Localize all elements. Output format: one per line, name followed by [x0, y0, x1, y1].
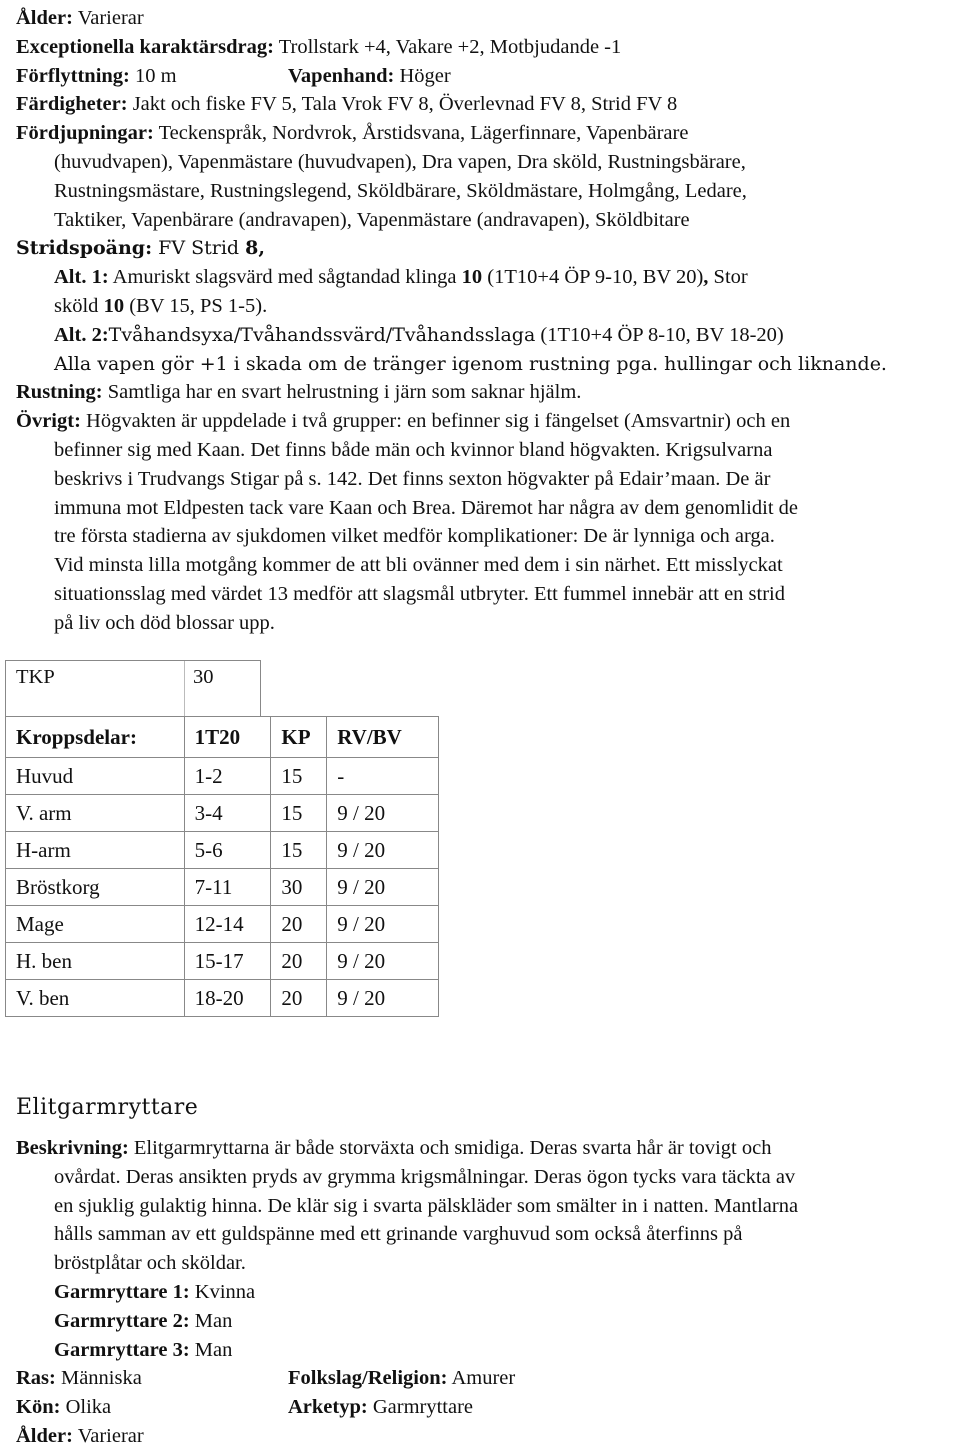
description-text: ovårdat. Deras ansikten pryds av grymma krigsmålningar. Deras ögon tycks vara täckta av — [54, 1165, 796, 1188]
description-text: bröstplåtar och sköldar. — [54, 1252, 246, 1275]
alder-label: Ålder: — [16, 7, 73, 29]
table-cell: Mage — [6, 906, 185, 943]
description-line — [16, 1134, 956, 1163]
table-cell: H-arm — [6, 832, 185, 869]
race-value: Människa — [60, 1367, 142, 1390]
description-text: Elitgarmryttarna är både storväxta och smidiga. Deras svarta hår är tovigt och — [133, 1137, 772, 1159]
alder-line — [16, 4, 956, 33]
alt1-shield: sköld — [54, 294, 99, 317]
alt1-line — [16, 263, 956, 292]
table-row — [6, 980, 439, 1017]
table-row — [6, 869, 439, 906]
age-value: Varierar — [77, 1424, 144, 1447]
alt1-line2 — [16, 292, 956, 321]
gender-line — [16, 1393, 956, 1422]
armor-label: Rustning: — [16, 381, 103, 404]
alt1-rest: (1T10+4 ÖP 9-10, BV 20) — [487, 266, 704, 289]
age-label: Ålder: — [16, 1424, 73, 1447]
description-text: hålls samman av ett guldspänne med ett grinande varghuvud som också återfinns på — [54, 1223, 743, 1246]
alt1-comma: , — [703, 266, 709, 289]
alt2-number: 2: — [91, 323, 109, 346]
rider-line — [16, 1307, 956, 1336]
table-cell: 5-6 — [184, 832, 271, 869]
rider-label: Garmryttare 1: — [54, 1280, 190, 1303]
table-row — [6, 943, 439, 980]
tkp-box — [5, 660, 261, 717]
race-line — [16, 1364, 956, 1393]
description-text: en sjuklig gulaktig hinna. De klär sig i svarta pälskläder som smälter in i natten. Mantlarna — [54, 1194, 799, 1217]
other-text: på liv och död blossar upp. — [54, 611, 275, 634]
combat-points-line — [16, 234, 956, 263]
table-cell: 9 / 20 — [327, 869, 439, 906]
table-header: RV/BV — [327, 717, 439, 758]
other-text: tre första stadierna av sjukdomen vilket medför komplikationer: De är lynniga och arga. — [54, 525, 775, 548]
table-cell: 20 — [271, 906, 327, 943]
skills-value: Jakt och fiske FV 5, Tala Vrok FV 8, Överlevnad FV 8, Strid FV 8 — [132, 93, 678, 116]
gender-label: Kön: — [16, 1396, 61, 1419]
alt2-label: Alt. — [54, 323, 87, 346]
table-header: KP — [271, 717, 327, 758]
tkp-value: 30 — [193, 666, 214, 688]
table-header: Kroppsdelar: — [6, 717, 185, 758]
specializations-text: Rustningsmästare, Rustningslegend, Sköldbärare, Sköldmästare, Holmgång, Ledare, — [54, 179, 747, 202]
exceptional-traits-value: Trollstark +4, Vakare +2, Motbjudande -1 — [278, 35, 622, 58]
table-cell: H. ben — [6, 943, 185, 980]
rider-label: Garmryttare 3: — [54, 1338, 190, 1361]
table-cell: 18-20 — [184, 980, 271, 1017]
table-cell: 20 — [271, 943, 327, 980]
table-row — [6, 758, 439, 795]
alt1-shield-value: 10 — [103, 294, 125, 317]
specializations-text: Teckenspråk, Nordvrok, Årstidsvana, Lägerfinnare, Vapenbärare — [158, 122, 689, 145]
tkp-divider — [184, 661, 185, 717]
table-cell: 7-11 — [184, 869, 271, 906]
table-cell: V. ben — [6, 980, 185, 1017]
rider-value: Kvinna — [194, 1280, 256, 1303]
age-line — [16, 1422, 956, 1451]
table-cell: 9 / 20 — [327, 795, 439, 832]
skills-line — [16, 90, 956, 119]
combat-points-number: 8, — [245, 237, 265, 260]
table-cell: 15-17 — [184, 943, 271, 980]
movement-label: Förflyttning: — [16, 64, 130, 87]
table-cell: - — [327, 758, 439, 795]
other-line — [16, 407, 956, 436]
specializations-label: Fördjupningar: — [16, 122, 154, 145]
other-label: Övrigt: — [16, 410, 81, 433]
stat-block-elite — [16, 1134, 956, 1451]
gender-value: Olika — [65, 1396, 112, 1419]
combat-points-label: Stridspoäng: — [16, 237, 153, 260]
tkp-label: TKP — [16, 666, 55, 688]
table-cell: 9 / 20 — [327, 980, 439, 1017]
combat-points-value: FV Strid — [158, 237, 240, 260]
exceptional-traits-line — [16, 33, 956, 62]
table-header: 1T20 — [184, 717, 271, 758]
alt1-number: 1: — [91, 266, 109, 289]
table-cell: Bröstkorg — [6, 869, 185, 906]
alt1-shield-rest: (BV 15, PS 1-5). — [129, 294, 268, 317]
folk-label: Folkslag/Religion: — [288, 1367, 448, 1390]
alder-value: Varierar — [77, 7, 144, 29]
body-parts-table — [5, 716, 439, 1017]
alt1-value: 10 — [461, 266, 483, 289]
exceptional-traits-label: Exceptionella karaktärsdrag: — [16, 35, 274, 58]
section-title: Elitgarmryttare — [16, 1095, 199, 1120]
movement-value: 10 m — [135, 64, 177, 87]
table-row — [6, 795, 439, 832]
rider-line — [16, 1336, 956, 1365]
table-header-row — [6, 717, 439, 758]
specializations-text: (huvudvapen), Vapenmästare (huvudvapen), Dra vapen, Dra sköld, Rustningsbärare, — [54, 150, 746, 173]
folk-group — [288, 1364, 515, 1393]
movement-line — [16, 62, 956, 91]
alt1-text: Amuriskt slagsvärd med sågtandad klinga — [112, 266, 457, 289]
specializations-text: Taktiker, Vapenbärare (andravapen), Vapenmästare (andravapen), Sköldbitare — [54, 208, 690, 231]
table-row — [6, 906, 439, 943]
alt2-rest: (1T10+4 ÖP 8-10, BV 18-20) — [540, 323, 784, 346]
weapon-hand-value: Höger — [399, 64, 451, 87]
rider-label: Garmryttare 2: — [54, 1309, 190, 1332]
table-cell: 30 — [271, 869, 327, 906]
other-text: befinner sig med Kaan. Det finns både män och kvinnor bland högvakten. Krigsulvarna — [54, 438, 773, 461]
rider-line — [16, 1278, 956, 1307]
alt2-line — [16, 321, 956, 350]
other-text: Högvakten är uppdelade i två grupper: en befinner sig i fängelset (Amsvartnir) och en — [86, 410, 791, 433]
table-cell: 12-14 — [184, 906, 271, 943]
table-cell: V. arm — [6, 795, 185, 832]
table-cell: 3-4 — [184, 795, 271, 832]
other-text: situationsslag med värdet 13 medför att slagsmål utbryter. Ett fummel innebär att en strid — [54, 582, 785, 605]
table-cell: 15 — [271, 795, 327, 832]
weapon-hand-group — [288, 62, 451, 91]
alt2-text: Tvåhandsyxa/Tvåhandssvärd/Tvåhandsslaga — [108, 323, 536, 346]
archetype-group — [288, 1393, 473, 1422]
table-cell: 20 — [271, 980, 327, 1017]
other-text: beskrivs i Trudvangs Stigar på s. 142. Det finns sexton högvakter på Edair’maan. De är — [54, 467, 771, 490]
rider-value: Man — [194, 1309, 233, 1332]
armor-line — [16, 378, 956, 407]
folk-value: Amurer — [451, 1367, 516, 1390]
skills-label: Färdigheter: — [16, 93, 128, 116]
description-label: Beskrivning: — [16, 1137, 129, 1159]
alt2-note: Alla vapen gör +1 i skada om de tränger igenom rustning pga. hullingar och liknande. — [54, 352, 887, 375]
table-cell: 9 / 20 — [327, 832, 439, 869]
weapon-hand-label: Vapenhand: — [288, 64, 395, 87]
table-cell: 1-2 — [184, 758, 271, 795]
other-text: Vid minsta lilla motgång kommer de att bli ovänner med dem i sin närhet. Ett misslyckat — [54, 554, 783, 577]
table-cell: 15 — [271, 832, 327, 869]
table-cell: Huvud — [6, 758, 185, 795]
rider-value: Man — [194, 1338, 233, 1361]
table-cell: 15 — [271, 758, 327, 795]
alt1-label: Alt. — [54, 266, 87, 289]
specializations-line — [16, 119, 956, 148]
alt1-tail: Stor — [713, 266, 748, 289]
armor-value: Samtliga har en svart helrustning i järn som saknar hjälm. — [107, 381, 582, 404]
archetype-value: Garmryttare — [372, 1396, 474, 1419]
other-text: immuna mot Eldpesten tack vare Kaan och Brea. Däremot har några av dem genomlidit de — [54, 496, 798, 519]
stat-block-top — [16, 4, 956, 638]
table-cell: 9 / 20 — [327, 906, 439, 943]
race-label: Ras: — [16, 1367, 56, 1390]
archetype-label: Arketyp: — [288, 1396, 368, 1419]
table-cell: 9 / 20 — [327, 943, 439, 980]
table-row — [6, 832, 439, 869]
